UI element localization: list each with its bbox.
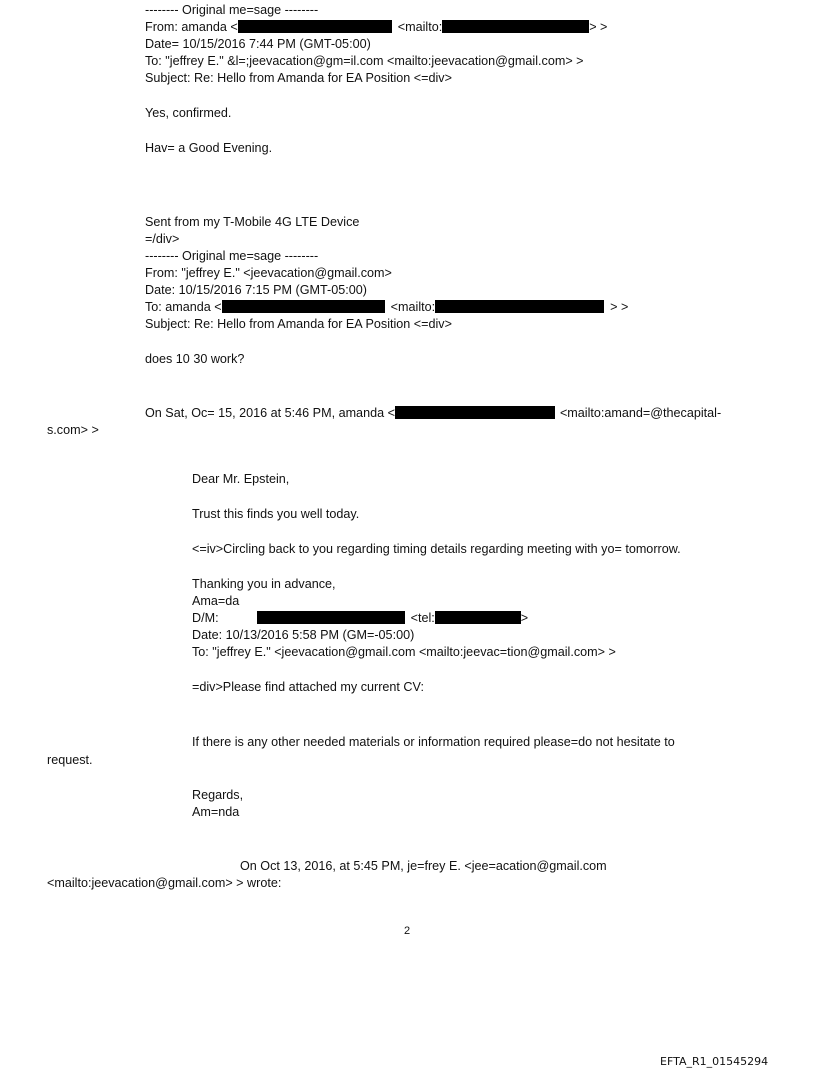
body-text: Hav= a Good Evening. (145, 141, 273, 155)
date-line: Date: 10/13/2016 5:58 PM (GM=-05:00) (192, 628, 415, 642)
redaction-bar (435, 300, 604, 313)
to-line: To: "jeffrey E." <jeevacation@gmail.com <mailto:jeevac=tion@gmail.com> > (192, 645, 616, 659)
quoted-header-cont: <mailto:jeevacation@gmail.com> > wrote: (47, 876, 282, 890)
sent-from-line: Sent from my T-Mobile 4G LTE Device (145, 215, 360, 229)
redaction-bar (238, 20, 392, 33)
redaction-bar (435, 611, 521, 624)
body-text: If there is any other needed materials or information required please=do not hesitate to (192, 735, 675, 749)
body-text: Yes, confirmed. (145, 106, 232, 120)
quoted-header-cont: s.com> > (47, 423, 99, 437)
quoted-header-line: On Oct 13, 2016, at 5:45 PM, je=frey E. <jee=acation@gmail.com (240, 859, 607, 873)
body-text: <=iv>Circling back to you regarding timing details regarding meeting with yo= tomorrow. (192, 542, 681, 556)
redaction-bar (395, 406, 555, 419)
signature-name: Ama=da (192, 594, 240, 608)
signature-name: Am=nda (192, 805, 240, 819)
to-line: To: amanda < <mailto: > > (145, 300, 629, 314)
date-line: Date= 10/15/2016 7:44 PM (GMT-05:00) (145, 37, 371, 51)
separator-line: -------- Original me=sage -------- (145, 249, 319, 263)
body-text: =div>Please find attached my current CV: (192, 680, 424, 694)
redaction-bar (257, 611, 405, 624)
separator-line: -------- Original me=sage -------- (145, 3, 319, 17)
div-tag-line: =/div> (145, 232, 180, 246)
date-line: Date: 10/15/2016 7:15 PM (GMT-05:00) (145, 283, 367, 297)
from-line: From: amanda < <mailto: > > (145, 20, 608, 34)
body-text: does 10 30 work? (145, 352, 245, 366)
body-text: Thanking you in advance, (192, 577, 336, 591)
redaction-bar (222, 300, 385, 313)
redaction-bar (442, 20, 589, 33)
body-text: Trust this finds you well today. (192, 507, 360, 521)
quoted-header-line: On Sat, Oc= 15, 2016 at 5:46 PM, amanda < <mailto:amand=@thecapital- (145, 406, 722, 420)
body-text-cont: request. (47, 753, 93, 767)
subject-line: Subject: Re: Hello from Amanda for EA Position <=div> (145, 71, 452, 85)
closing: Regards, (192, 788, 244, 802)
document-id: EFTA_R1_01545294 (660, 1055, 769, 1068)
subject-line: Subject: Re: Hello from Amanda for EA Position <=div> (145, 317, 452, 331)
to-line: To: "jeffrey E." &l=;jeevacation@gm=il.com <mailto:jeevacation@gmail.com> > (145, 54, 584, 68)
dm-line: D/M: <tel: > (192, 611, 529, 625)
greeting: Dear Mr. Epstein, (192, 472, 290, 486)
from-line: From: "jeffrey E." <jeevacation@gmail.com> (145, 266, 392, 280)
page-number: 2 (404, 925, 411, 937)
